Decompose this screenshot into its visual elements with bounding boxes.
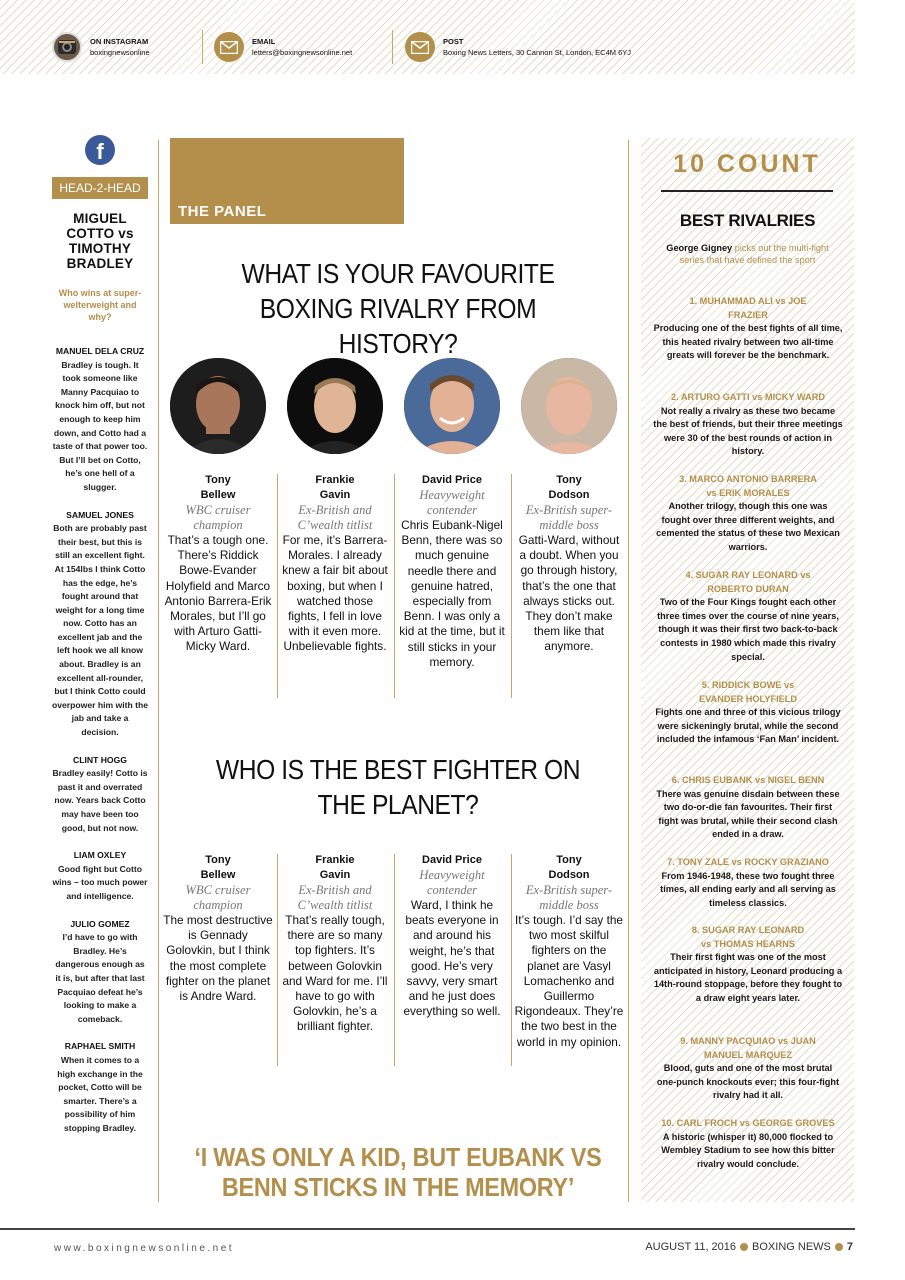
column-divider [511,854,512,1066]
reader-name: SAMUEL JONES [66,509,134,520]
panelist-role: Heavyweight contender [419,488,485,517]
rivalry-title: 2. ARTURO GATTI vs MICKY WARD [671,392,825,402]
panelist-answer: That’s really tough, there are so many top fighters. It’s between Golovkin and Ward for me. I’ll have to go with Golovkin, he’s a brilliant fighter. [282,913,388,1034]
panelist-name: Frankie Gavin [315,854,355,881]
email-address: letters@boxingnewsonline.net [252,48,353,57]
panelist-answer-two [280,853,390,1035]
rivalry-text: From 1946-1948, these two fought three times, all ending early and all serving as timeless classics. [660,870,836,908]
divider [392,30,393,64]
rivalry-text: Not really a rivalry as these two became the best of friends, but their three meetings were 30 of the best rounds of action in history. [653,405,843,457]
panelist-role: Heavyweight contender [419,868,485,897]
rivalry-title: 10. CARL FROCH vs GEORGE GROVES [661,1118,835,1128]
rivalry-text: Another trilogy, though this one was fought over three different weights, and cemented the status of these two Mexican warriors. [656,501,840,552]
reader-opinion [52,754,148,836]
reader-opinion [52,849,148,903]
panelist-photo [404,358,500,454]
panelist-role: WBC cruiser champion [185,883,251,912]
rivalry-item [653,391,843,459]
panel-label: THE PANEL [178,203,267,220]
rivalry-text: Blood, guts and one of the most brutal one-punch knockouts ever; this four-fight rivalry had it all. [656,1063,840,1101]
reader-opinion [52,509,148,740]
panelist-answer: For me, it’s Barrera-Morales. I already knew a fair bit about boxing, but when I watched those fights, I fell in love with it even more. Unbelievable fights. [282,533,388,654]
post-contact [405,30,631,64]
panelist-answer: Chris Eubank-Nigel Benn, there was so much genuine needle there and genuine hatred, especially from Benn. I was only a kid at the time, but it still sticks in your memory. [399,518,505,669]
rivalry-text: Producing one of the best fights of all time, this heated rivalry between two all-time greats will forever be the benchmark. [653,323,843,361]
rivalry-item [653,473,843,555]
panelist-role: WBC cruiser champion [185,503,251,532]
reader-comment: Bradley is tough. It took someone like Manny Pacquiao to knock him off, but not enough to keep him down, and Cotto had a taste of that power too. But I’ll bet on Cotto, he’s one hell of a slugger. [52,359,148,492]
panelist-photo [287,358,383,454]
email-contact[interactable] [214,30,352,64]
rivalry-title: 7. TONY ZALE vs ROCKY GRAZIANO [667,857,829,867]
website-url[interactable]: www.boxingnewsonline.net [54,1243,235,1254]
rivalry-item [653,774,843,842]
ten-count-box [641,138,854,1202]
post-address: Boxing News Letters, 30 Cannon St, London, EC4M 6YJ [443,48,632,57]
reader-name: LIAM OXLEY [73,850,127,861]
ten-count-title: BEST RIVALRIES [679,211,816,230]
reader-opinions [52,345,148,1135]
column-divider [277,854,278,1066]
intro-text: picks out the multi-fight series that have defined the sport [679,243,829,265]
envelope-icon [405,32,435,62]
panelist-role: Ex-British and C’wealth titlist [297,883,373,912]
panelist-role: Ex-British super-middle boss [525,503,613,532]
panel-header-box [170,138,404,224]
reader-comment: I’d have to go with Bradley. He’s dangerous enough as it is, but after that last Pacquiao defeat he’s looking to make a comeback. [55,932,145,1024]
footer-rule [0,1228,855,1230]
rivalry-text: Two of the Four Kings fought each other three times over the course of nine years, though it was their first two back-to-back contests in 1980 which made this rivalry special. [657,597,839,662]
panelist-name: Frankie Gavin [315,474,355,501]
panelist-name: Tony Bellew [200,854,236,881]
reader-opinion [52,1040,148,1135]
rivalry-title: 1. MUHAMMAD ALI vs JOE FRAZIER [689,296,807,320]
contact-bar [0,0,855,74]
panelist-answer-one [514,473,624,655]
pull-quote: ‘I WAS ONLY A KID, BUT EUBANK VS BENN STICKS IN THE MEMORY’ [194,1142,602,1202]
question-one-title: WHAT IS YOUR FAVOURITE BOXING RIVALRY FROM HISTORY? [241,258,555,359]
rivalry-text: Their first fight was one of the most anticipated in history, Leonard producing a 14th-round stoppage, before they fought to a draw eight years later. [653,952,843,1003]
bullet-icon [835,1243,843,1251]
column-divider [511,474,512,698]
facebook-icon[interactable]: f [85,135,115,165]
section-tag: HEAD-2-HEAD [52,177,148,199]
panelist-role: Ex-British and C’wealth titlist [297,503,373,532]
author-name: George Gigney [666,243,733,253]
email-label: EMAIL [252,37,276,46]
reader-comment: Good fight but Cotto wins – too much power and intelligence. [52,863,148,901]
panelist-photo [521,358,617,454]
rivalry-item [653,924,843,1006]
panelist-answer-one [397,473,507,670]
instagram-contact[interactable] [52,30,150,64]
panelist-answer-two [163,853,273,1004]
page-footer [645,1241,853,1253]
rivalry-item [653,295,843,363]
panelist-answer-two [514,853,624,1050]
panelist-answer: Gatti-Ward, without a doubt. When you go through history, that’s the one that always sticks out. They don’t make them like that anymore. [518,533,620,654]
rivalry-title: 4. SUGAR RAY LEONARD vs ROBERTO DURAN [685,570,811,594]
head-2-head-column [52,130,148,1135]
head-2-head-title: MIGUEL COTTO vs TIMOTHY BRADLEY [66,211,134,271]
instagram-icon [52,32,82,62]
rivalry-text: Fights one and three of this vicious trilogy were sickeningly brutal, while the second included the infamous ‘Fan Man’ incident. [655,707,841,745]
panelist-answer: That’s a tough one. There’s Riddick Bowe-Evander Holyfield and Marco Antonio Barrera-Erik Morales, but I’ll go with Arturo Gatti-Micky Ward. [164,533,272,654]
column-divider [394,474,395,698]
envelope-icon [214,32,244,62]
panelist-role: Ex-British super-middle boss [525,883,613,912]
reader-comment: Bradley easily! Cotto is past it and overrated now. Years back Cotto may have been too good, but not now. [52,768,148,833]
reader-opinion [52,918,148,1027]
panelist-name: Tony Dodson [548,474,590,501]
page-number: 7 [846,1241,853,1253]
reader-name: CLINT HOGG [73,754,127,765]
rivalry-title: 8. SUGAR RAY LEONARD vs THOMAS HEARNS [691,925,805,949]
bullet-icon [740,1243,748,1251]
panelist-answer-one [163,473,273,655]
rivalry-item [653,856,843,910]
rivalry-item [653,679,843,747]
instagram-label: ON INSTAGRAM [90,37,149,46]
column-divider [628,140,629,1202]
panelist-name: David Price [422,854,482,866]
panelist-name: Tony Bellew [200,474,236,501]
ten-count-intro [659,242,836,266]
rivalry-text: There was genuine disdain between these two do-or-die fan favourites. Their first fight was brutal, while their second clash ended in a draw. [656,788,840,840]
panelist-answer: Ward, I think he beats everyone in and around his weight, he’s that good. He’s very savvy, very smart and he just does everything so well. [403,898,501,1019]
ten-count-heading: 10 COUNT [673,150,821,178]
reader-name: MANUEL DELA CRUZ [55,346,145,356]
panelist-answer: It’s tough. I’d say the two most skilful fighters on the planet are Vasyl Lomachenko and Guillermo Rigondeaux. They’re the two best in the world in my opinion. [514,913,624,1049]
head-2-head-question: Who wins at super-welterweight and why? [58,288,142,322]
column-divider [394,854,395,1066]
rivalry-text: A historic (whisper it) 80,000 flocked to Wembley Stadium to see how this bitter rivalry would conclude. [661,1131,835,1169]
issue-date: AUGUST 11, 2016 [645,1241,737,1253]
divider [202,30,203,64]
question-two-title: WHO IS THE BEST FIGHTER ON THE PLANET? [215,754,581,820]
rivalry-title: 5. RIDDICK BOWE vs EVANDER HOLYFIELD [698,680,797,704]
panelist-answer-one [280,473,390,655]
reader-comment: Both are probably past their best, but this is still an excellent fight. At 154lbs I think Cotto has the edge, he’s fought around that weight for a long time now. Cotto has an excellent jab and the left hook we all know about. Bradley is an excellent all-rounder, but I think Cotto could overpower him with the jab and take a decision. [52,523,148,738]
reader-name: JULIO GOMEZ [70,918,130,929]
post-label: POST [443,37,464,46]
panelist-answer-two [397,853,507,1020]
panelist-photo [170,358,266,454]
rivalry-item [653,569,843,664]
panelist-name: Tony Dodson [548,854,590,881]
rivalry-item [653,1117,843,1171]
reader-comment: When it comes to a high exchange in the pocket, Cotto will be smarter. There’s a possibility of him stopping Bradley. [57,1054,143,1133]
instagram-handle: boxingnewsonline [90,48,150,57]
rivalry-title: 9. MANNY PACQUIAO vs JUAN MANUEL MARQUEZ [680,1036,816,1060]
panelist-answer: The most destructive is Gennady Golovkin, but I think the most complete fighter on the planet is Andre Ward. [163,913,273,1004]
reader-opinion [52,345,148,495]
rivalry-title: 3. MARCO ANTONIO BARRERA vs ERIK MORALES [679,474,817,498]
heading-rule [661,190,833,192]
publication-name: BOXING NEWS [752,1241,831,1253]
panelist-name: David Price [422,474,482,486]
rivalry-item [653,1035,843,1103]
column-divider [277,474,278,698]
reader-name: RAPHAEL SMITH [64,1041,136,1052]
rivalry-title: 6. CHRIS EUBANK vs NIGEL BENN [671,775,825,785]
column-divider [158,140,159,1202]
